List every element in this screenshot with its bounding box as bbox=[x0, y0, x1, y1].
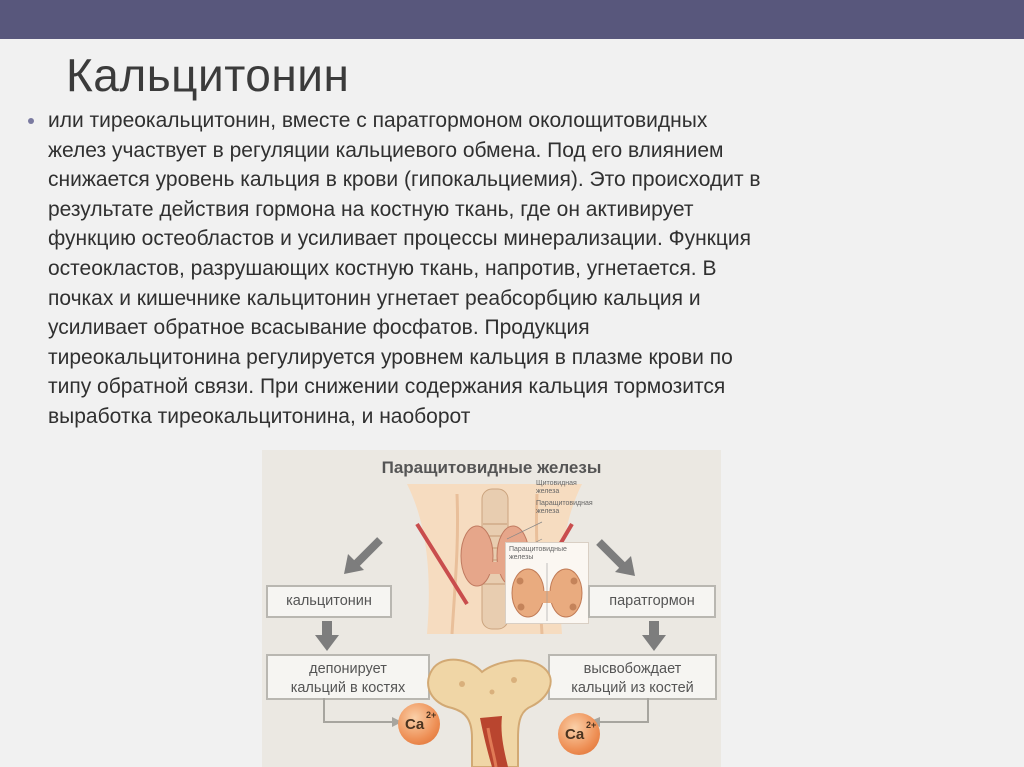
connector-arrow-icon bbox=[322, 698, 402, 738]
figure-title: Паращитовидные железы bbox=[381, 458, 602, 477]
arrow-down-left-icon bbox=[342, 536, 384, 576]
top-bar bbox=[0, 0, 1024, 39]
bone-illustration bbox=[422, 658, 562, 767]
inset-label-line: Паращитовидные bbox=[509, 546, 567, 553]
release-line: кальций из костей bbox=[571, 680, 694, 696]
thyroid-label bbox=[536, 480, 577, 496]
parathyroid-label bbox=[536, 500, 593, 516]
gland-icon bbox=[508, 563, 586, 621]
inset-label bbox=[509, 546, 567, 562]
inset-label-line: железы bbox=[509, 554, 534, 561]
release-line: высвобождает bbox=[583, 661, 682, 677]
bullet-line: остеокластов, разрушающих костную ткань, напротив, угнетается. В bbox=[48, 256, 717, 280]
connector-arrow-icon bbox=[592, 698, 652, 738]
arrow-down-icon bbox=[642, 621, 666, 651]
bullet-line: выработка тиреокальцитонина, и наоборот bbox=[48, 404, 471, 428]
arrow-down-right-icon bbox=[595, 538, 637, 578]
ion-symbol: Ca bbox=[565, 726, 585, 743]
deposit-line: кальций в костях bbox=[290, 680, 406, 696]
bullet-line: почках и кишечнике кальцитонин угнетает реабсорбцию кальция и bbox=[48, 286, 701, 310]
bullet-text bbox=[48, 106, 948, 432]
calcium-ion-left bbox=[398, 703, 440, 745]
arrow-down-icon bbox=[315, 621, 339, 651]
ion-symbol: Ca bbox=[405, 716, 425, 733]
gland-inset bbox=[505, 542, 589, 624]
deposit-box bbox=[266, 654, 430, 700]
ion-charge: 2+ bbox=[426, 710, 437, 720]
thyroid-label-line: Щитовидная bbox=[536, 480, 577, 487]
ion-charge: 2+ bbox=[586, 720, 597, 730]
parathyroid-label-line: Паращитовидная bbox=[536, 500, 593, 507]
bullet-line: усиливает обратное всасывание фосфатов. Продукция bbox=[48, 316, 590, 340]
bullet-line: снижается уровень кальция в крови (гипокальциемия). Это происходит в bbox=[48, 168, 761, 192]
bullet-line: функцию остеобластов и усиливает процессы минерализации. Функция bbox=[48, 227, 751, 251]
thyroid-label-line: железа bbox=[536, 488, 560, 495]
bullet-marker bbox=[28, 118, 34, 124]
release-box bbox=[548, 654, 717, 700]
parathyroid-label-line: железа bbox=[536, 508, 560, 515]
parathyroid-figure bbox=[262, 450, 721, 767]
bullet-line: или тиреокальцитонин, вместе с паратгормоном околощитовидных bbox=[48, 109, 708, 132]
calcitonin-box: кальцитонин bbox=[266, 585, 392, 618]
bullet-line: тиреокальцитонина регулируется уровнем кальция в плазме крови по bbox=[48, 345, 733, 369]
calcium-ion-right bbox=[558, 713, 600, 755]
bullet-line: результате действия гормона на костную ткань, где он активирует bbox=[48, 197, 694, 221]
parathormone-box: паратгормон bbox=[588, 585, 716, 618]
deposit-line: депонирует bbox=[309, 661, 387, 677]
slide-title: Кальцитонин bbox=[66, 49, 350, 101]
bullet-line: типу обратной связи. При снижении содержания кальция тормозится bbox=[48, 375, 726, 399]
bullet-line: желез участвует в регуляции кальциевого обмена. Под его влиянием bbox=[48, 138, 724, 162]
